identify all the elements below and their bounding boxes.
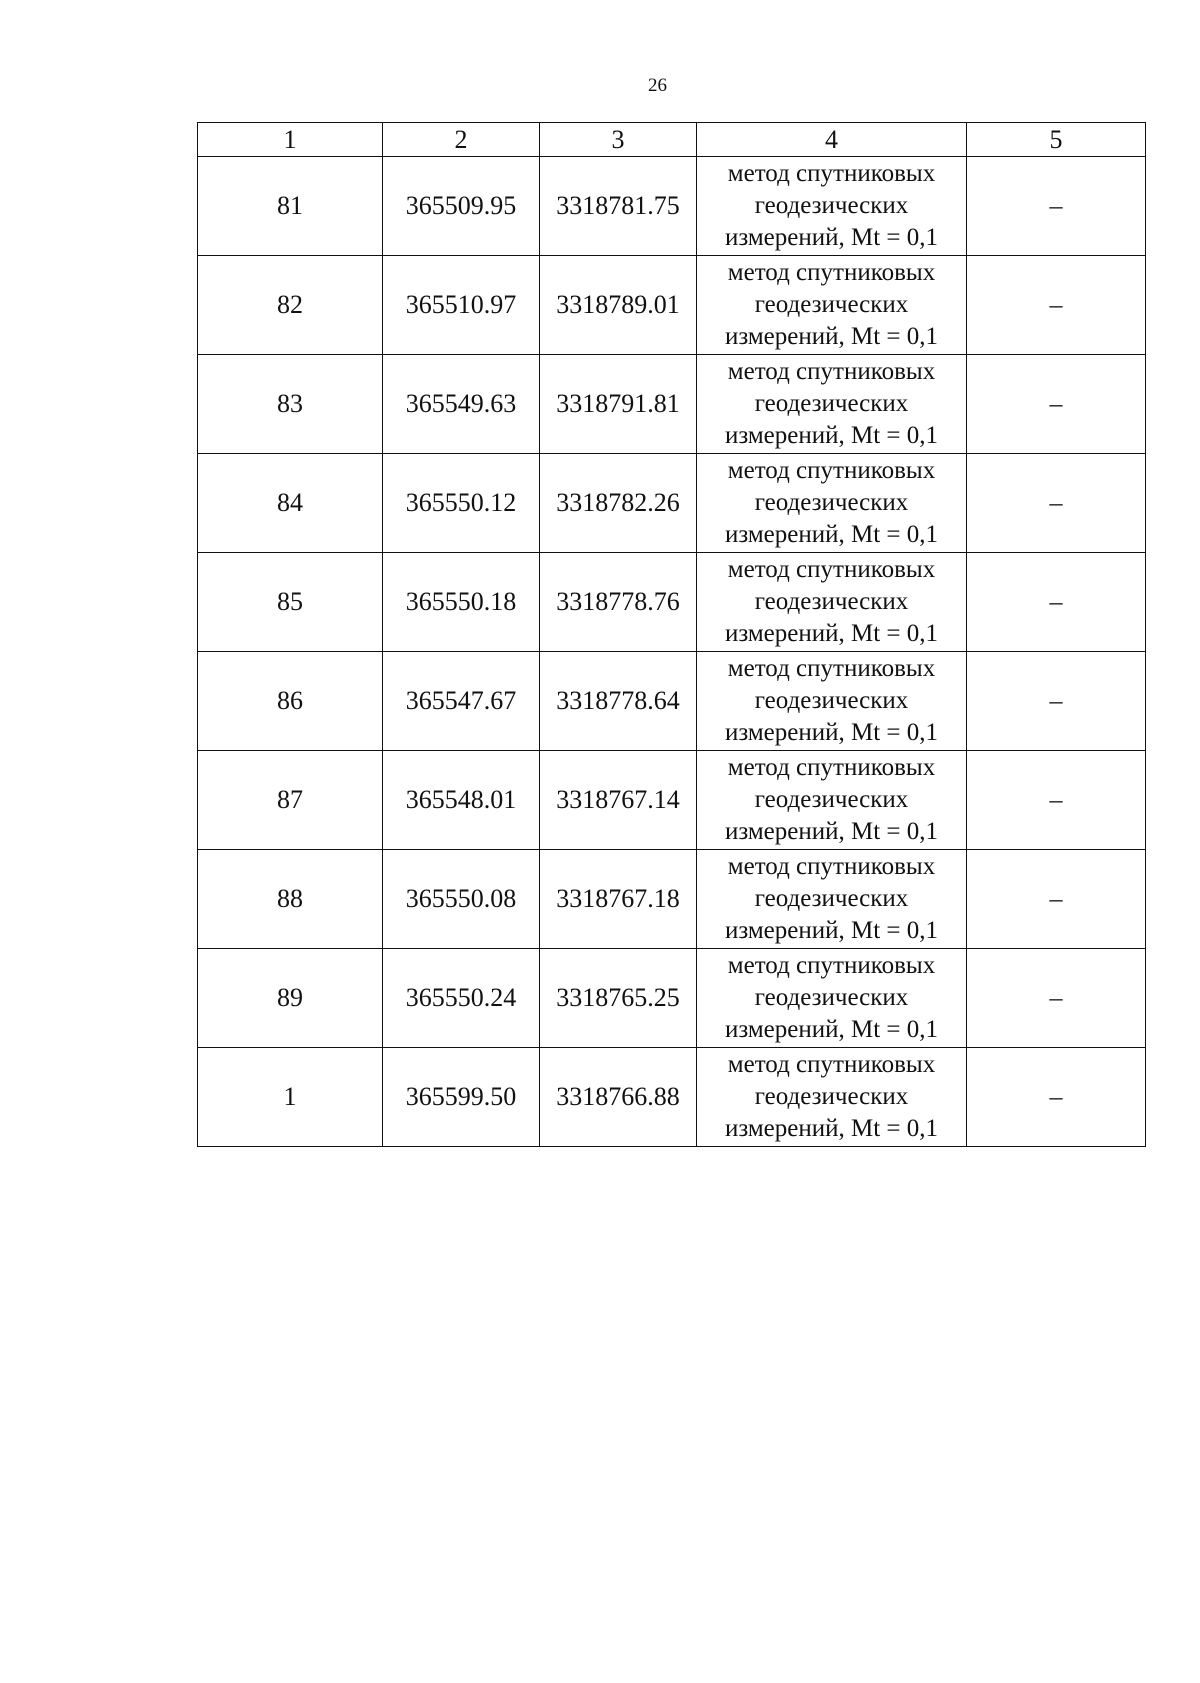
method-line: измерений, Mt = 0,1	[724, 1115, 939, 1142]
method-line: геодезических	[754, 291, 909, 318]
header-col-3: 3	[540, 123, 697, 157]
method-line: измерений, Mt = 0,1	[724, 1016, 939, 1043]
method-cell	[697, 751, 967, 850]
y-coordinate-cell: 3318789.01	[540, 256, 697, 355]
y-coordinate-cell: 3318791.81	[540, 355, 697, 454]
method-line: измерений, Mt = 0,1	[724, 422, 939, 449]
point-number-cell: 85	[198, 553, 383, 652]
table-row	[198, 256, 1146, 355]
method-line: геодезических	[754, 390, 909, 417]
y-coordinate-cell: 3318778.76	[540, 553, 697, 652]
method-line: измерений, Mt = 0,1	[724, 620, 939, 647]
point-number-cell: 88	[198, 850, 383, 949]
point-number-cell: 1	[198, 1048, 383, 1147]
table-row	[198, 454, 1146, 553]
method-cell	[697, 256, 967, 355]
method-cell	[697, 1048, 967, 1147]
point-number-cell: 83	[198, 355, 383, 454]
y-coordinate-cell: 3318767.18	[540, 850, 697, 949]
header-col-4: 4	[697, 123, 967, 157]
coordinates-table	[197, 122, 1146, 1147]
method-line: геодезических	[754, 786, 909, 813]
note-cell: –	[967, 355, 1146, 454]
method-line: метод спутниковых	[727, 1051, 936, 1078]
method-line: геодезических	[754, 192, 909, 219]
header-col-5: 5	[967, 123, 1146, 157]
note-cell: –	[967, 157, 1146, 256]
method-cell	[697, 454, 967, 553]
note-cell: –	[967, 1048, 1146, 1147]
header-col-1: 1	[198, 123, 383, 157]
table-row	[198, 553, 1146, 652]
table-row	[198, 652, 1146, 751]
y-coordinate-cell: 3318782.26	[540, 454, 697, 553]
method-cell	[697, 355, 967, 454]
y-coordinate-cell: 3318767.14	[540, 751, 697, 850]
note-cell: –	[967, 553, 1146, 652]
method-cell	[697, 553, 967, 652]
method-line: метод спутниковых	[727, 358, 936, 385]
point-number-cell: 84	[198, 454, 383, 553]
method-line: измерений, Mt = 0,1	[724, 323, 939, 350]
table-header	[198, 123, 1146, 157]
note-cell: –	[967, 256, 1146, 355]
header-row	[198, 123, 1146, 157]
table-row	[198, 355, 1146, 454]
method-line: метод спутниковых	[727, 853, 936, 880]
method-line: измерений, Mt = 0,1	[724, 917, 939, 944]
point-number-cell: 81	[198, 157, 383, 256]
method-line: измерений, Mt = 0,1	[724, 521, 939, 548]
table-row	[198, 157, 1146, 256]
table-row	[198, 850, 1146, 949]
method-line: геодезических	[754, 1083, 909, 1110]
method-line: геодезических	[754, 588, 909, 615]
table-row	[198, 949, 1146, 1048]
method-line: метод спутниковых	[727, 754, 936, 781]
note-cell: –	[967, 652, 1146, 751]
table-row	[198, 751, 1146, 850]
table-row	[198, 1048, 1146, 1147]
method-cell	[697, 652, 967, 751]
x-coordinate-cell: 365548.01	[383, 751, 540, 850]
x-coordinate-cell: 365510.97	[383, 256, 540, 355]
note-cell: –	[967, 949, 1146, 1048]
method-line: геодезических	[754, 885, 909, 912]
method-line: метод спутниковых	[727, 655, 936, 682]
method-line: метод спутниковых	[727, 160, 936, 187]
method-cell	[697, 850, 967, 949]
y-coordinate-cell: 3318766.88	[540, 1048, 697, 1147]
x-coordinate-cell: 365547.67	[383, 652, 540, 751]
point-number-cell: 89	[198, 949, 383, 1048]
method-line: метод спутниковых	[727, 259, 936, 286]
point-number-cell: 86	[198, 652, 383, 751]
table-body	[198, 157, 1146, 1147]
method-cell	[697, 157, 967, 256]
method-cell	[697, 949, 967, 1048]
point-number-cell: 87	[198, 751, 383, 850]
header-col-2: 2	[383, 123, 540, 157]
method-line: измерений, Mt = 0,1	[724, 818, 939, 845]
method-line: измерений, Mt = 0,1	[724, 719, 939, 746]
note-cell: –	[967, 850, 1146, 949]
note-cell: –	[967, 751, 1146, 850]
x-coordinate-cell: 365550.24	[383, 949, 540, 1048]
y-coordinate-cell: 3318781.75	[540, 157, 697, 256]
method-line: метод спутниковых	[727, 457, 936, 484]
point-number-cell: 82	[198, 256, 383, 355]
method-line: геодезических	[754, 489, 909, 516]
method-line: геодезических	[754, 687, 909, 714]
y-coordinate-cell: 3318778.64	[540, 652, 697, 751]
x-coordinate-cell: 365509.95	[383, 157, 540, 256]
page-number: 26	[648, 75, 667, 96]
x-coordinate-cell: 365550.08	[383, 850, 540, 949]
x-coordinate-cell: 365550.12	[383, 454, 540, 553]
method-line: метод спутниковых	[727, 952, 936, 979]
x-coordinate-cell: 365549.63	[383, 355, 540, 454]
note-cell: –	[967, 454, 1146, 553]
x-coordinate-cell: 365599.50	[383, 1048, 540, 1147]
method-line: измерений, Mt = 0,1	[724, 224, 939, 251]
method-line: метод спутниковых	[727, 556, 936, 583]
method-line: геодезических	[754, 984, 909, 1011]
y-coordinate-cell: 3318765.25	[540, 949, 697, 1048]
x-coordinate-cell: 365550.18	[383, 553, 540, 652]
